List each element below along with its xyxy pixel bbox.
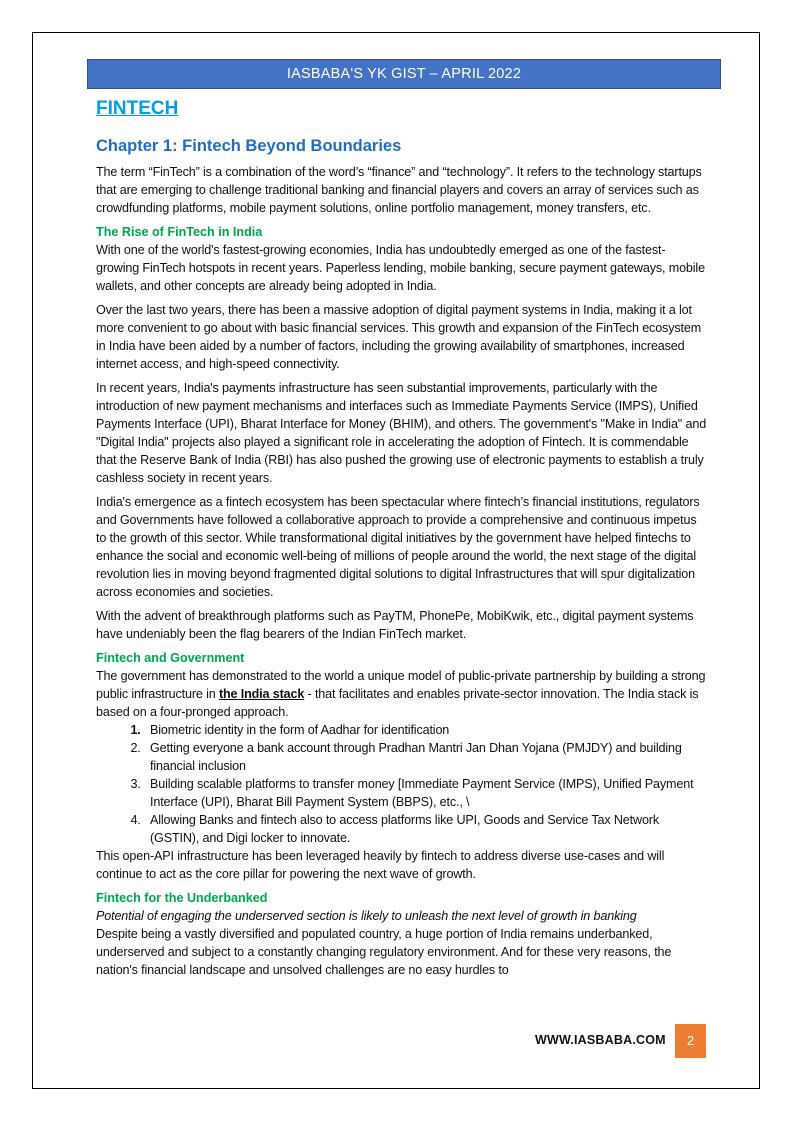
paragraph: India's emergence as a fintech ecosystem has been spectacular where fintech’s financial institutions, regulators and Governments have followed a collaborative approach to provide a comprehensive and continuous impetus to the growth of this sector. While transformational digital initiatives by the government have helped fintechs to enhance the social and economic well-being of millions of people around the world, the next stage of the digital revolution lies in moving beyond fragmented digital solutions to digital Infrastructures that will spur digitalization across economies and societies. bbox=[96, 495, 700, 599]
list-item: 2. Getting everyone a bank account through Pradhan Mantri Jan Dhan Yojana (PMJDY) and building financial inclusion bbox=[144, 739, 708, 775]
list-item: 3. Building scalable platforms to transfer money [Immediate Payment Service (IMPS), Unified Payment Interface (UPI), Bharat Bill Payment System (BBPS), etc., \ bbox=[144, 775, 708, 811]
intro-paragraph: The term “FinTech” is a combination of the word’s “finance” and “technology”. It refers to the technology startups that are emerging to challenge traditional banking and financial players and covers an array of services such as crowdfunding platforms, mobile payment solutions, online portfolio management, money transfers, etc. bbox=[96, 165, 702, 215]
italic-lead: Potential of engaging the underserved section is likely to unleash the next level of growth in banking bbox=[96, 909, 637, 923]
paragraph: Over the last two years, there has been a massive adoption of digital payment systems in India, making it a lot more convenient to go about with basic financial services. This growth and expansion of the FinTech ecosystem in India have been aided by a number of factors, including the growing availability of smartphones, increased internet access, and high-speed connectivity. bbox=[96, 303, 702, 371]
india-stack-list bbox=[96, 721, 708, 847]
paragraph: Despite being a vastly diversified and populated country, a huge portion of India remains underbanked, underserved and subject to a constantly changing regulatory environment. And for these very reasons, the nation's financial landscape and unsolved challenges are no easy hurdles to bbox=[96, 927, 672, 977]
list-item: 4. Allowing Banks and fintech also to access platforms like UPI, Goods and Service Tax Network (GSTIN), and Digi locker to innovate. bbox=[144, 811, 708, 847]
footer-website-link[interactable]: WWW.IASBABA.COM bbox=[535, 1033, 666, 1047]
paragraph: With the advent of breakthrough platforms such as PayTM, PhonePe, MobiKwik, etc., digital payment systems have undeniably been the flag bearers of the Indian FinTech market. bbox=[96, 609, 694, 641]
document-header-bar bbox=[87, 59, 721, 89]
section-rise-of-fintech bbox=[96, 223, 708, 643]
page-number: 2 bbox=[686, 1033, 695, 1048]
paragraph: This open-API infrastructure has been leveraged heavily by fintech to address diverse use-cases and will continue to act as the core pillar for powering the next wave of growth. bbox=[96, 849, 665, 881]
header-title: IASBABA'S YK GIST – APRIL 2022 bbox=[286, 66, 522, 82]
page-number-badge bbox=[675, 1024, 706, 1058]
paragraph: In recent years, India's payments infrastructure has seen substantial improvements, particularly with the introduction of new payment mechanisms and interfaces such as Immediate Payments Service (IMPS), Unified Payments Interface (UPI), Bharat Interface for Money (BHIM), and others. The government's "Make in India" and "Digital India" projects also played a significant role in accelerating the adoption of Fintech. It is commendable that the Reserve Bank of India (RBI) has also pushed the growing use of electronic payments to establish a truly cashless society in recent years. bbox=[96, 381, 707, 485]
section-title: FINTECH bbox=[96, 98, 179, 119]
section-fintech-government bbox=[96, 649, 708, 883]
chapter-title: Chapter 1: Fintech Beyond Boundaries bbox=[96, 137, 402, 155]
paragraph: With one of the world's fastest-growing economies, India has undoubtedly emerged as one of the fastest-growing FinTech hotspots in recent years. Paperless lending, mobile banking, secure payment gateways, mobile wallets, and other concepts are already being adopted in India. bbox=[96, 243, 705, 293]
document-body bbox=[96, 96, 708, 985]
government-paragraph bbox=[96, 667, 708, 721]
text-after-link: - that facilitates and enables private-sector innovation. The India stack is based on a four-pronged approach. bbox=[96, 687, 699, 719]
sub-heading-underbanked: Fintech for the Underbanked bbox=[96, 891, 268, 905]
sub-heading-rise: The Rise of FinTech in India bbox=[96, 225, 263, 239]
section-underbanked bbox=[96, 889, 708, 979]
text-before-link: The government has demonstrated to the world a unique model of public-private partnership by building a strong public infrastructure in bbox=[96, 669, 706, 701]
sub-heading-government: Fintech and Government bbox=[96, 651, 245, 665]
list-item: 1. Biometric identity in the form of Aadhar for identification bbox=[144, 721, 708, 739]
india-stack-link[interactable]: the India stack bbox=[218, 687, 305, 701]
